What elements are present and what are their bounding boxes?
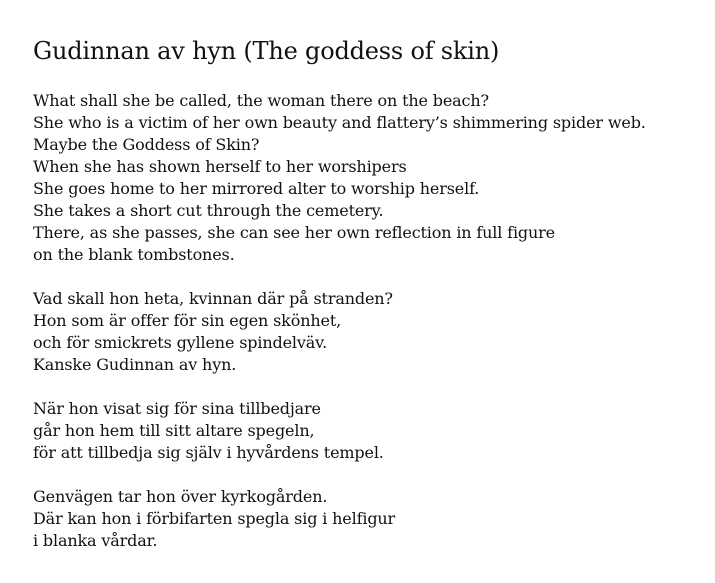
poem-line: När hon visat sig för sina tillbedjare — [33, 399, 321, 418]
poem-title: Gudinnan av hyn (The goddess of skin) — [33, 37, 500, 65]
poem-page — [33, 36, 703, 574]
stanza-english — [33, 90, 703, 266]
poem-line: Där kan hon i förbifarten spegla sig i helfigur — [33, 509, 396, 528]
poem-line: Kanske Gudinnan av hyn. — [33, 355, 237, 374]
poem-line: i blanka vårdar. — [33, 531, 158, 550]
poem-line: She who is a victim of her own beauty and flattery’s shimmering spider web. — [33, 113, 646, 132]
poem-line: och för smickrets gyllene spindelväv. — [33, 333, 328, 352]
poem-line: för att tillbedja sig själv i hyvårdens tempel. — [33, 443, 384, 462]
poem-line: She takes a short cut through the cemetery. — [33, 201, 384, 220]
poem-line: Hon som är offer för sin egen skönhet, — [33, 311, 342, 330]
poem-line: Genvägen tar hon över kyrkogården. — [33, 487, 328, 506]
poem-line: What shall she be called, the woman there on the beach? — [33, 91, 489, 110]
poem-line: on the blank tombstones. — [33, 245, 235, 264]
poem-line: She goes home to her mirrored alter to worship herself. — [33, 179, 480, 198]
stanza-swedish-1 — [33, 288, 703, 376]
stanza-swedish-3 — [33, 486, 703, 552]
poem-line: Vad skall hon heta, kvinnan där på stranden? — [33, 289, 393, 308]
poem-line: går hon hem till sitt altare spegeln, — [33, 421, 315, 440]
poem-line: When she has shown herself to her worshipers — [33, 157, 407, 176]
poem-line: There, as she passes, she can see her own reflection in full figure — [33, 223, 555, 242]
stanza-swedish-2 — [33, 398, 703, 464]
poem-line: Maybe the Goddess of Skin? — [33, 135, 260, 154]
